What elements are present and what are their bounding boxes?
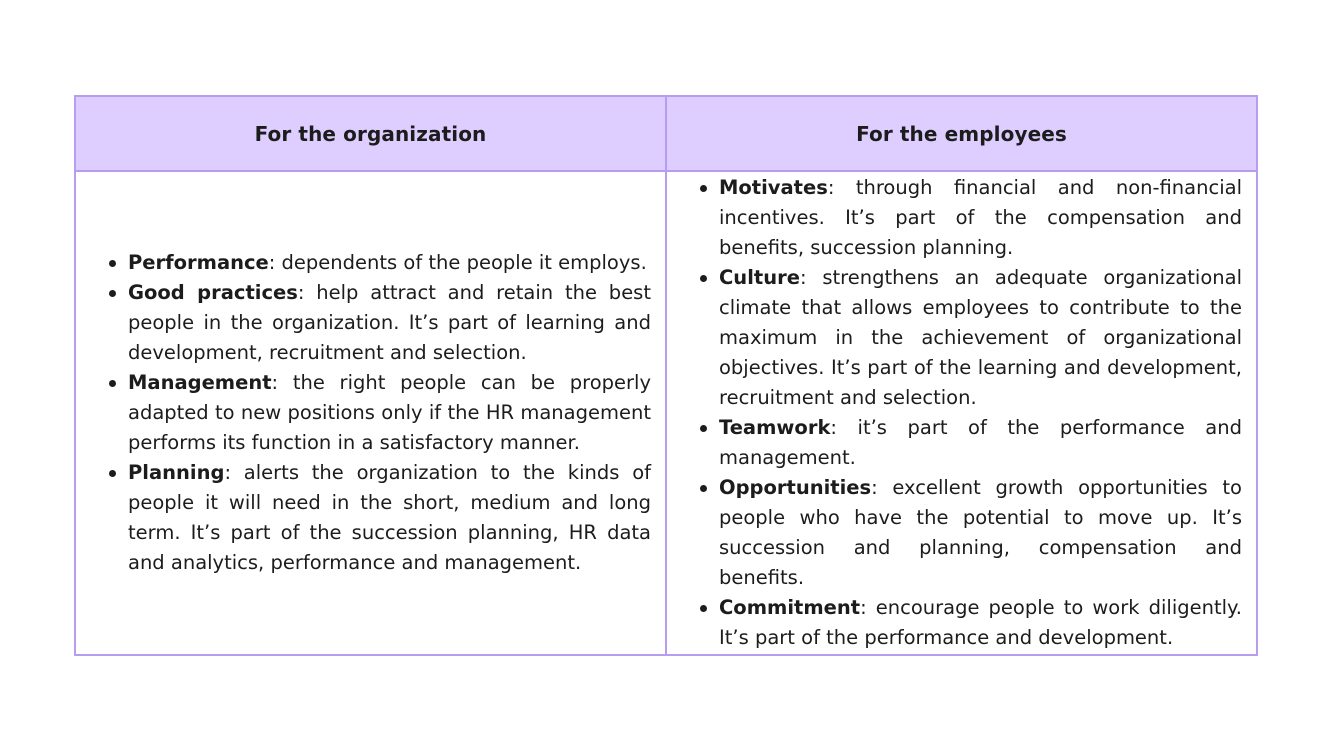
list-item: [719, 413, 1242, 473]
list-item: [719, 263, 1242, 413]
header-organization: For the organization: [76, 97, 667, 172]
item-term: Management: [128, 371, 272, 394]
item-text: : it’s part of the performance and management.: [719, 416, 1242, 469]
item-term: Culture: [719, 266, 800, 289]
list-item: [719, 473, 1242, 593]
employees-list: [697, 173, 1242, 653]
item-text: : encourage people to work diligently. It’s part of the performance and development.: [719, 596, 1242, 649]
item-term: Good practices: [128, 281, 298, 304]
item-term: Planning: [128, 461, 225, 484]
item-text: : alerts the organization to the kinds of people it will need in the short, medium and long term. It’s part of the succession planning, HR data and analytics, performance and management.: [128, 461, 651, 574]
item-term: Opportunities: [719, 476, 872, 499]
item-text: : excellent growth opportunities to people who have the potential to move up. It’s succession and planning, compensation and benefits.: [719, 476, 1242, 589]
item-text: : through financial and non-financial incentives. It’s part of the compensation and benefits, succession planning.: [719, 176, 1242, 259]
item-term: Teamwork: [719, 416, 831, 439]
list-item: [128, 368, 651, 458]
item-term: Performance: [128, 251, 269, 274]
list-item: [128, 278, 651, 368]
item-text: : help attract and retain the best people in the organization. It’s part of learning and development, recruitment and selection.: [128, 281, 651, 364]
comparison-table: [74, 95, 1258, 656]
organization-cell: [76, 172, 667, 654]
item-term: Motivates: [719, 176, 828, 199]
item-term: Commitment: [719, 596, 861, 619]
list-item: [719, 593, 1242, 653]
list-item: [719, 173, 1242, 263]
header-employees: For the employees: [667, 97, 1256, 172]
item-text: : strengthens an adequate organizational climate that allows employees to contribute to the maximum in the achievement of organizational objectives. It’s part of the learning and development, recruitment and selection.: [719, 266, 1242, 409]
organization-list: [106, 248, 651, 578]
item-text: : the right people can be properly adapted to new positions only if the HR management performs its function in a satisfactory manner.: [128, 371, 651, 454]
list-item: [128, 248, 651, 278]
item-text: : dependents of the people it employs.: [268, 251, 647, 274]
employees-cell: [667, 172, 1256, 654]
list-item: [128, 458, 651, 578]
